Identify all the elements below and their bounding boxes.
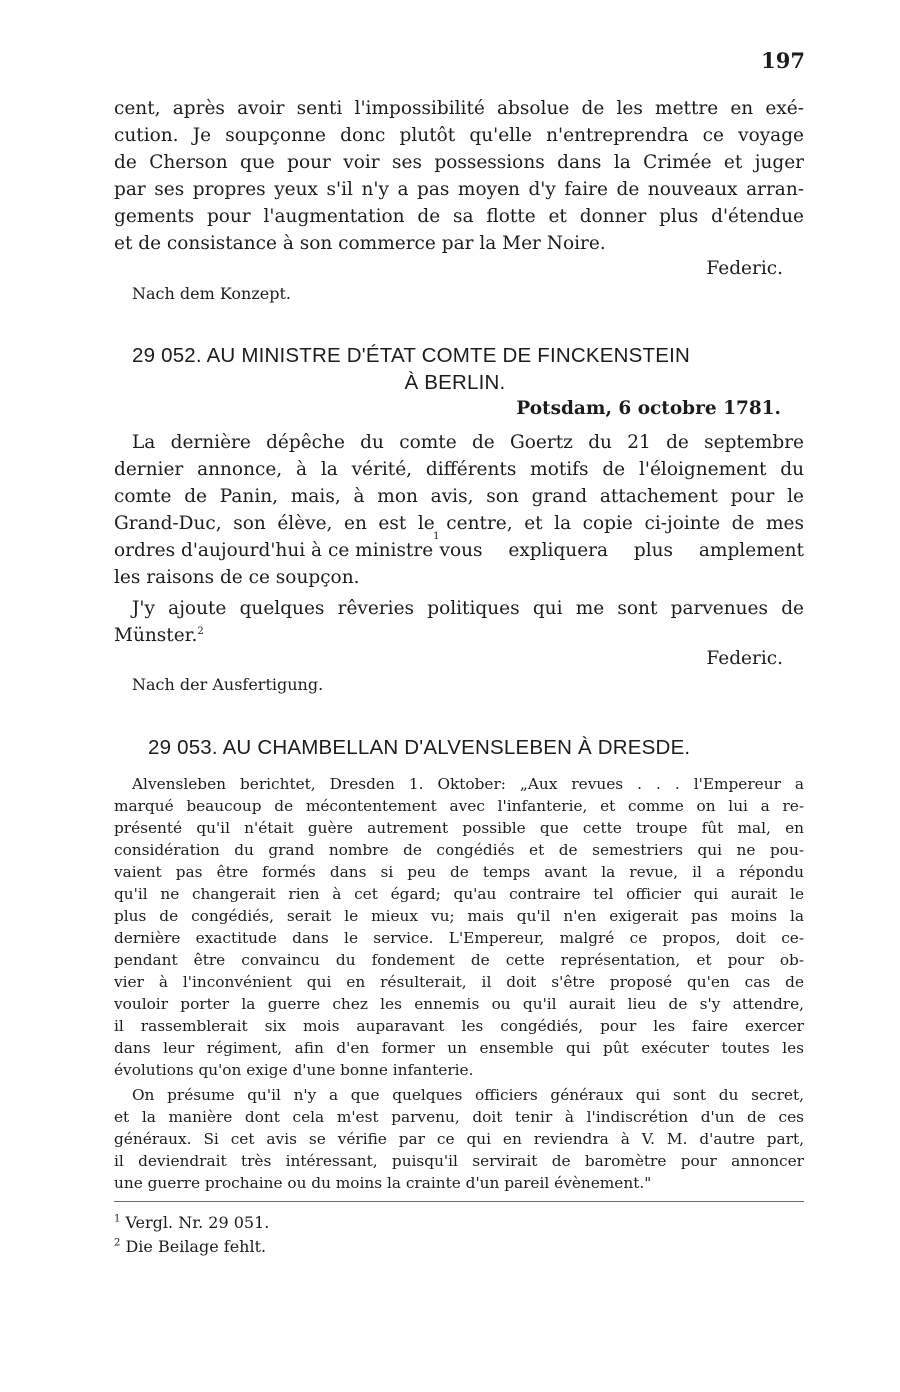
text-line: vouloir porter la guerre chez les ennemis ou qu'il aurait lieu de s'y attendre, [114, 995, 804, 1013]
text-line: vier à l'inconvénient qui en résulterait, il doit s'être proposé qu'en cas de [114, 973, 804, 991]
text-line: une guerre prochaine ou du moins la crainte d'un pareil évènement." [114, 1174, 652, 1192]
letter-number: 29 052. [132, 344, 202, 367]
text-line: les raisons de ce soupçon. [114, 567, 360, 588]
text-line: dernier annonce, à la vérité, différents motifs de l'éloignement du [114, 459, 804, 480]
text-line: considération du grand nombre de congédiés et de semestriers qui ne pou- [114, 841, 804, 859]
text-line: présenté qu'il n'était guère autrement possible que cette troupe fût mal, en [114, 819, 804, 837]
text-line: pendant être convaincu du fondement de cette représentation, et pour ob- [114, 951, 804, 969]
text-line: dernière exactitude dans le service. L'Empereur, malgré ce propos, doit ce- [114, 929, 804, 947]
text-segment: vous expliquera plus amplement [439, 540, 804, 561]
text-line: il rassemblerait six mois auparavant les congédiés, pour les faire exercer [114, 1017, 804, 1035]
text-line: cution. Je soupçonne donc plutôt qu'elle n'entreprendra ce voyage [114, 125, 804, 146]
text-line: plus de congédiés, serait le mieux vu; mais qu'il n'en exigerait pas moins la [114, 907, 804, 925]
text-line: J'y ajoute quelques rêveries politiques qui me sont parvenues de [132, 598, 804, 619]
text-segment: ordres d'aujourd'hui à ce ministre [114, 540, 434, 561]
letter-heading-text: AU CHAMBELLAN D'ALVENSLEBEN À DRESDE. [222, 736, 691, 759]
text-line: La dernière dépêche du comte de Goertz du 21 de septembre [132, 432, 804, 453]
text-line: de Cherson que pour voir ses possessions dans la Crimée et juger [114, 152, 804, 173]
letter-heading [132, 344, 690, 368]
text-line [114, 622, 204, 649]
letter-heading-line2: À BERLIN. [404, 371, 506, 394]
signature: Federic. [706, 258, 783, 279]
text-line: évolutions qu'on exige d'une bonne infanterie. [114, 1061, 474, 1079]
text-line: gements pour l'augmentation de sa flotte et donner plus d'étendue [114, 206, 804, 227]
signature: Federic. [706, 648, 783, 669]
footnote-text: Die Beilage fehlt. [125, 1237, 267, 1256]
footnote-marker: 2 [114, 1237, 121, 1249]
text-line: par ses propres yeux s'il n'y a pas moyen d'y faire de nouveaux arran- [114, 179, 804, 200]
text-line: qu'il ne changerait rien à cet égard; qu'au contraire tel officier qui aurait le [114, 885, 804, 903]
text-line: vaient pas être formés dans si peu de temps avant la revue, il a répondu [114, 863, 804, 881]
place-date: Potsdam, 6 octobre 1781. [516, 398, 781, 419]
letter-number: 29 053. [148, 736, 218, 759]
source-note: Nach dem Konzept. [132, 284, 291, 303]
text-line: comte de Panin, mais, à mon avis, son grand attachement pour le [114, 486, 804, 507]
letter-heading-line1: AU MINISTRE D'ÉTAT COMTE DE FINCKENSTEIN [206, 344, 691, 367]
source-note: Nach der Ausfertigung. [132, 675, 324, 694]
text-line: On présume qu'il n'y a que quelques officiers généraux qui sont du secret, [132, 1086, 804, 1104]
text-line: cent, après avoir senti l'impossibilité absolue de les mettre en exé- [114, 98, 804, 119]
text-line [114, 531, 804, 564]
text-line: dans leur régiment, afin d'en former un ensemble qui pût exécuter toutes les [114, 1039, 804, 1057]
text-line: il deviendrait très intéressant, puisqu'il servirait de baromètre pour annoncer [114, 1152, 804, 1170]
text-segment: Münster. [114, 625, 198, 646]
page-number: 197 [761, 48, 805, 73]
text-line: et la manière dont cela m'est parvenu, doit tenir à l'indiscrétion d'un de ces [114, 1108, 804, 1126]
text-line: marqué beaucoup de mécontentement avec l'infanterie, et comme on lui a re- [114, 797, 804, 815]
footnote-ref: 1 [433, 531, 440, 542]
footnote [114, 1213, 269, 1232]
text-line: Grand-Duc, son élève, en est le centre, et la copie ci-jointe de mes [114, 513, 804, 534]
text-line: Alvensleben berichtet, Dresden 1. Oktober: „Aux revues . . . l'Empereur a [132, 775, 804, 793]
text-line: et de consistance à son commerce par la Mer Noire. [114, 233, 606, 254]
text-line: généraux. Si cet avis se vérifie par ce qui en reviendra à V. M. d'autre part, [114, 1130, 804, 1148]
letter-heading [148, 736, 690, 760]
footnote-text: Vergl. Nr. 29 051. [125, 1213, 270, 1232]
footnote-rule [114, 1201, 804, 1202]
footnote-ref: 2 [197, 625, 204, 637]
footnote [114, 1237, 266, 1256]
footnote-marker: 1 [114, 1213, 121, 1225]
